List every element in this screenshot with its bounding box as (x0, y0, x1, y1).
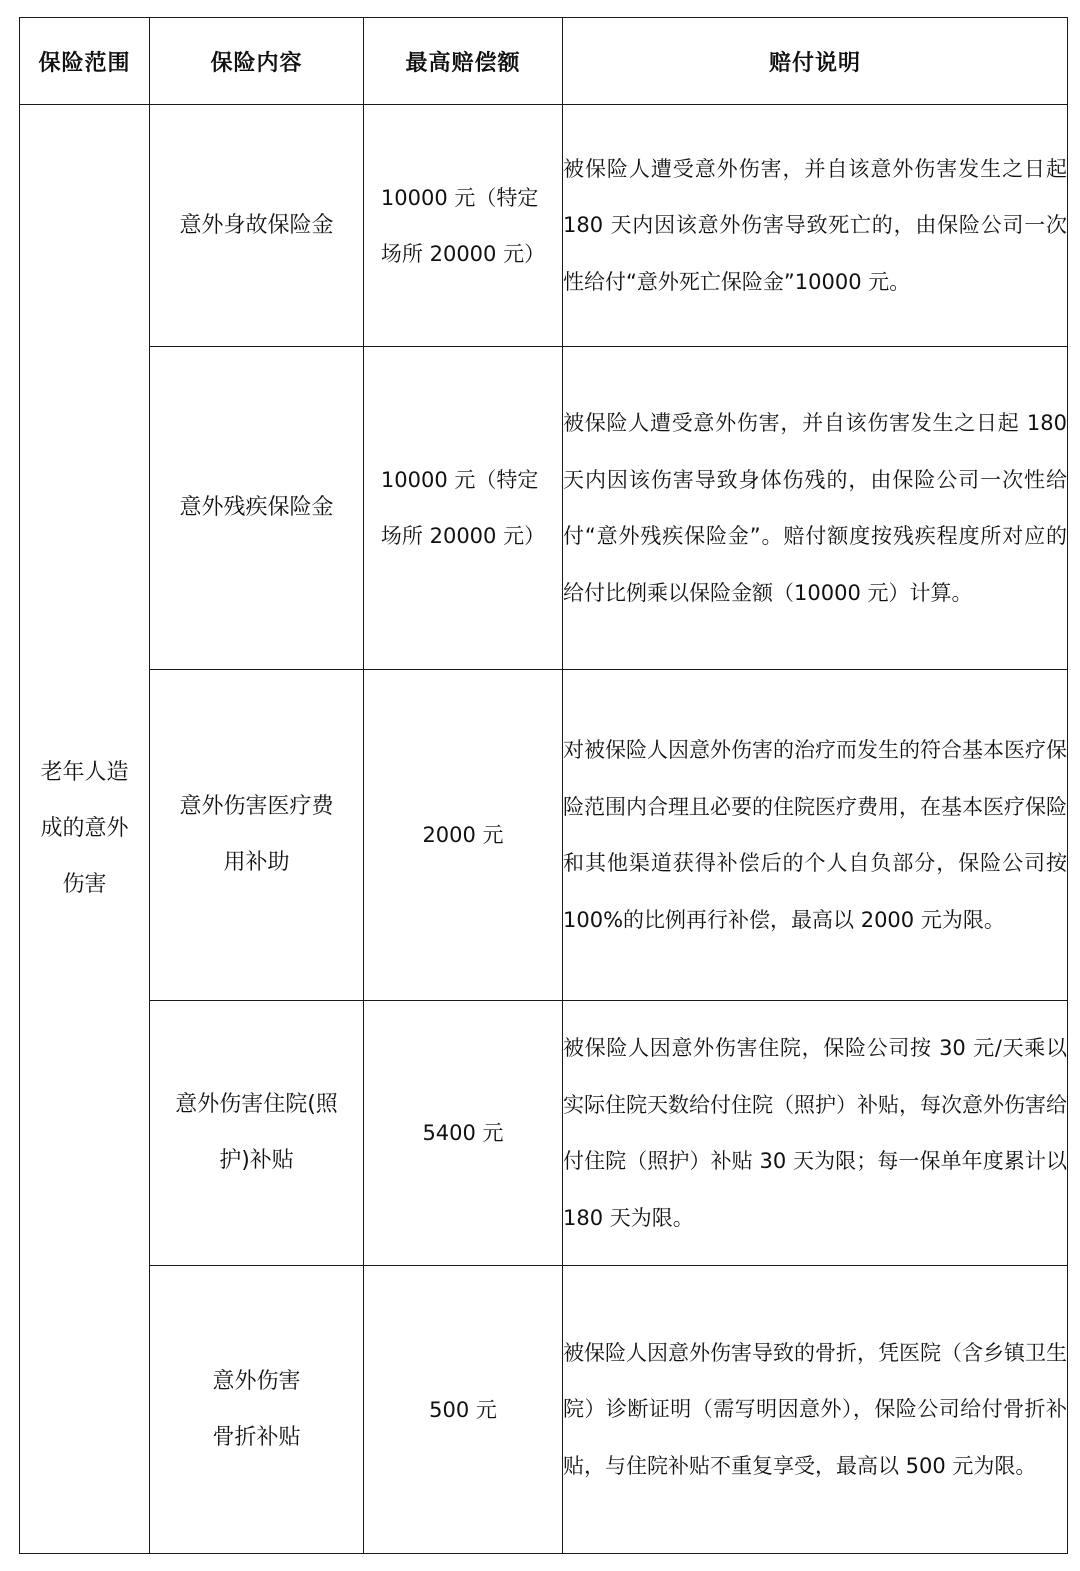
content-cell: 意外身故保险金 (150, 105, 364, 347)
table-row (20, 105, 1068, 347)
amount-cell (364, 105, 563, 347)
amount-cell (364, 1001, 563, 1266)
description-cell: 对被保险人因意外伤害的治疗而发生的符合基本医疗保险范围内合理且必要的住院医疗费用，在基本医疗保险和其他渠道获得补偿后的个人自负部分，保险公司按 100%的比例再行补偿，最高以 2000 元为限。 (563, 670, 1068, 1001)
table-row (20, 670, 1068, 1001)
scope-cell: 老年人造 成的意外 伤害 (20, 105, 150, 1554)
header-scope: 保险范围 (20, 18, 150, 105)
amount-text: 500 元 (429, 1397, 497, 1422)
table-header-row (20, 18, 1068, 105)
amount-cell (364, 347, 563, 670)
header-content: 保险内容 (150, 18, 364, 105)
description-cell: 被保险人遭受意外伤害，并自该伤害发生之日起 180 天内因该伤害导致身体伤残的，由保险公司一次性给付“意外残疾保险金”。赔付额度按残疾程度所对应的给付比例乘以保险金额（10000 元）计算。 (563, 347, 1068, 670)
content-cell: 意外伤害住院(照 护)补贴 (150, 1001, 364, 1266)
amount-cell (364, 670, 563, 1001)
amount-text: 10000 元（特定 场所 20000 元） (380, 468, 546, 548)
content-cell: 意外伤害 骨折补贴 (150, 1266, 364, 1554)
insurance-coverage-table (19, 17, 1068, 1554)
content-cell: 意外伤害医疗费 用补助 (150, 670, 364, 1001)
amount-text: 10000 元（特定 场所 20000 元） (380, 185, 546, 266)
description-cell: 被保险人因意外伤害导致的骨折，凭医院（含乡镇卫生院）诊断证明（需写明因意外），保险公司给付骨折补贴，与住院补贴不重复享受，最高以 500 元为限。 (563, 1266, 1068, 1554)
description-cell: 被保险人遭受意外伤害，并自该意外伤害发生之日起 180 天内因该意外伤害导致死亡的，由保险公司一次性给付“意外死亡保险金”10000 元。 (563, 105, 1068, 347)
table-row (20, 347, 1068, 670)
table-row (20, 1266, 1068, 1554)
header-max-amount: 最高赔偿额 (364, 18, 563, 105)
amount-text: 2000 元 (422, 823, 504, 847)
table-row (20, 1001, 1068, 1266)
content-cell: 意外残疾保险金 (150, 347, 364, 670)
amount-text: 5400 元 (422, 1121, 504, 1145)
description-cell: 被保险人因意外伤害住院，保险公司按 30 元/天乘以实际住院天数给付住院（照护）补贴，每次意外伤害给付住院（照护）补贴 30 天为限；每一保单年度累计以 180 天为限。 (563, 1001, 1068, 1266)
amount-cell (364, 1266, 563, 1554)
header-description: 赔付说明 (563, 18, 1068, 105)
